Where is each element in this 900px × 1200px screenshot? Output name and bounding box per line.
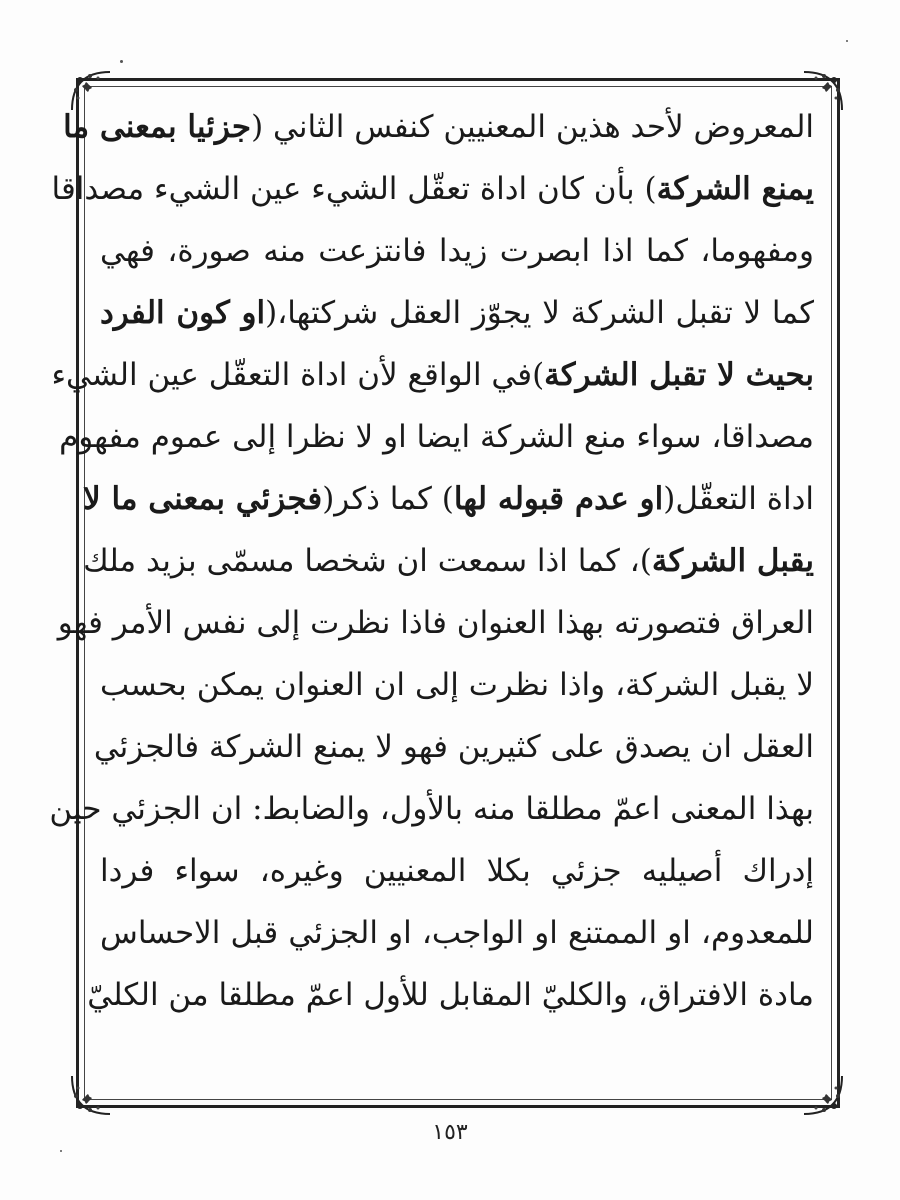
bold-text-segment: جزئيا بمعنى ما: [63, 109, 252, 145]
scan-speck: [120, 60, 123, 63]
text-segment: ومفهوما، كما اذا ابصرت زيدا فانتزعت منه صورة، فهي: [100, 233, 814, 269]
text-segment: مصداقا، سواء منع الشركة ايضا او لا نظرا إلى عموم مفهوم: [59, 419, 814, 455]
scan-speck: [60, 1150, 62, 1152]
text-line: [82, 468, 814, 530]
bold-text-segment: فجزئي بمعنى ما لا: [82, 481, 323, 517]
text-line: [100, 902, 814, 964]
text-line: [83, 530, 814, 592]
bold-text-segment: او عدم قبوله لها: [453, 481, 664, 517]
text-line: [100, 840, 814, 902]
text-line: [100, 654, 814, 716]
page-number: ١٥٣: [432, 1120, 468, 1145]
text-segment: كما لا تقبل الشركة لا يجوّز العقل شركتها،(: [265, 295, 814, 331]
body-text: [49, 96, 814, 1026]
text-segment: للمعدوم، او الممتنع او الواجب، او الجزئي قبل الاحساس: [100, 915, 814, 951]
text-segment: مادة الافتراق، والكليّ المقابل للأول اعمّ مطلقا من الكليّ: [87, 977, 814, 1013]
scan-speck: [846, 40, 848, 42]
text-segment: )في الواقع لأن اداة التعقّل عين الشيء: [51, 357, 545, 393]
text-line: [51, 344, 814, 406]
text-line: [57, 592, 814, 654]
text-segment: بهذا المعنى اعمّ مطلقا منه بالأول، والضابط: ان الجزئي حين: [49, 791, 814, 827]
text-segment: )، كما اذا سمعت ان شخصا مسمّى بزيد ملك: [83, 543, 652, 579]
text-line: [59, 406, 814, 468]
bold-text-segment: يقبل الشركة: [651, 543, 814, 579]
text-line: [63, 96, 814, 158]
text-segment: ) بأن كان اداة تعقّل الشيء عين الشيء مصداقا: [51, 171, 657, 207]
text-line: [51, 158, 814, 220]
corner-ornament-icon: [800, 1072, 846, 1118]
text-segment: ) كما ذكر(: [322, 481, 454, 517]
text-segment: العقل ان يصدق على كثيرين فهو لا يمنع الشركة فالجزئي: [93, 729, 814, 765]
text-segment: لا يقبل الشركة، واذا نظرت إلى ان العنوان يمكن بحسب: [100, 667, 814, 703]
text-line: [100, 282, 814, 344]
text-segment: العراق فتصورته بهذا العنوان فاذا نظرت إلى نفس الأمر فهو: [57, 605, 814, 641]
text-segment: اداة التعقّل(: [663, 481, 814, 517]
text-line: [49, 778, 814, 840]
text-segment: المعروض لأحد هذين المعنيين كنفس الثاني (: [251, 109, 814, 145]
text-line: [93, 716, 814, 778]
bold-text-segment: يمنع الشركة: [656, 171, 814, 207]
text-line: [100, 220, 814, 282]
corner-ornament-icon: [68, 1072, 114, 1118]
bold-text-segment: او كون الفرد: [100, 295, 266, 331]
text-segment: إدراك أصيليه جزئي بكلا المعنيين وغيره، سواء فردا: [100, 853, 814, 889]
bold-text-segment: بحيث لا تقبل الشركة: [544, 357, 814, 393]
text-line: [87, 964, 814, 1026]
